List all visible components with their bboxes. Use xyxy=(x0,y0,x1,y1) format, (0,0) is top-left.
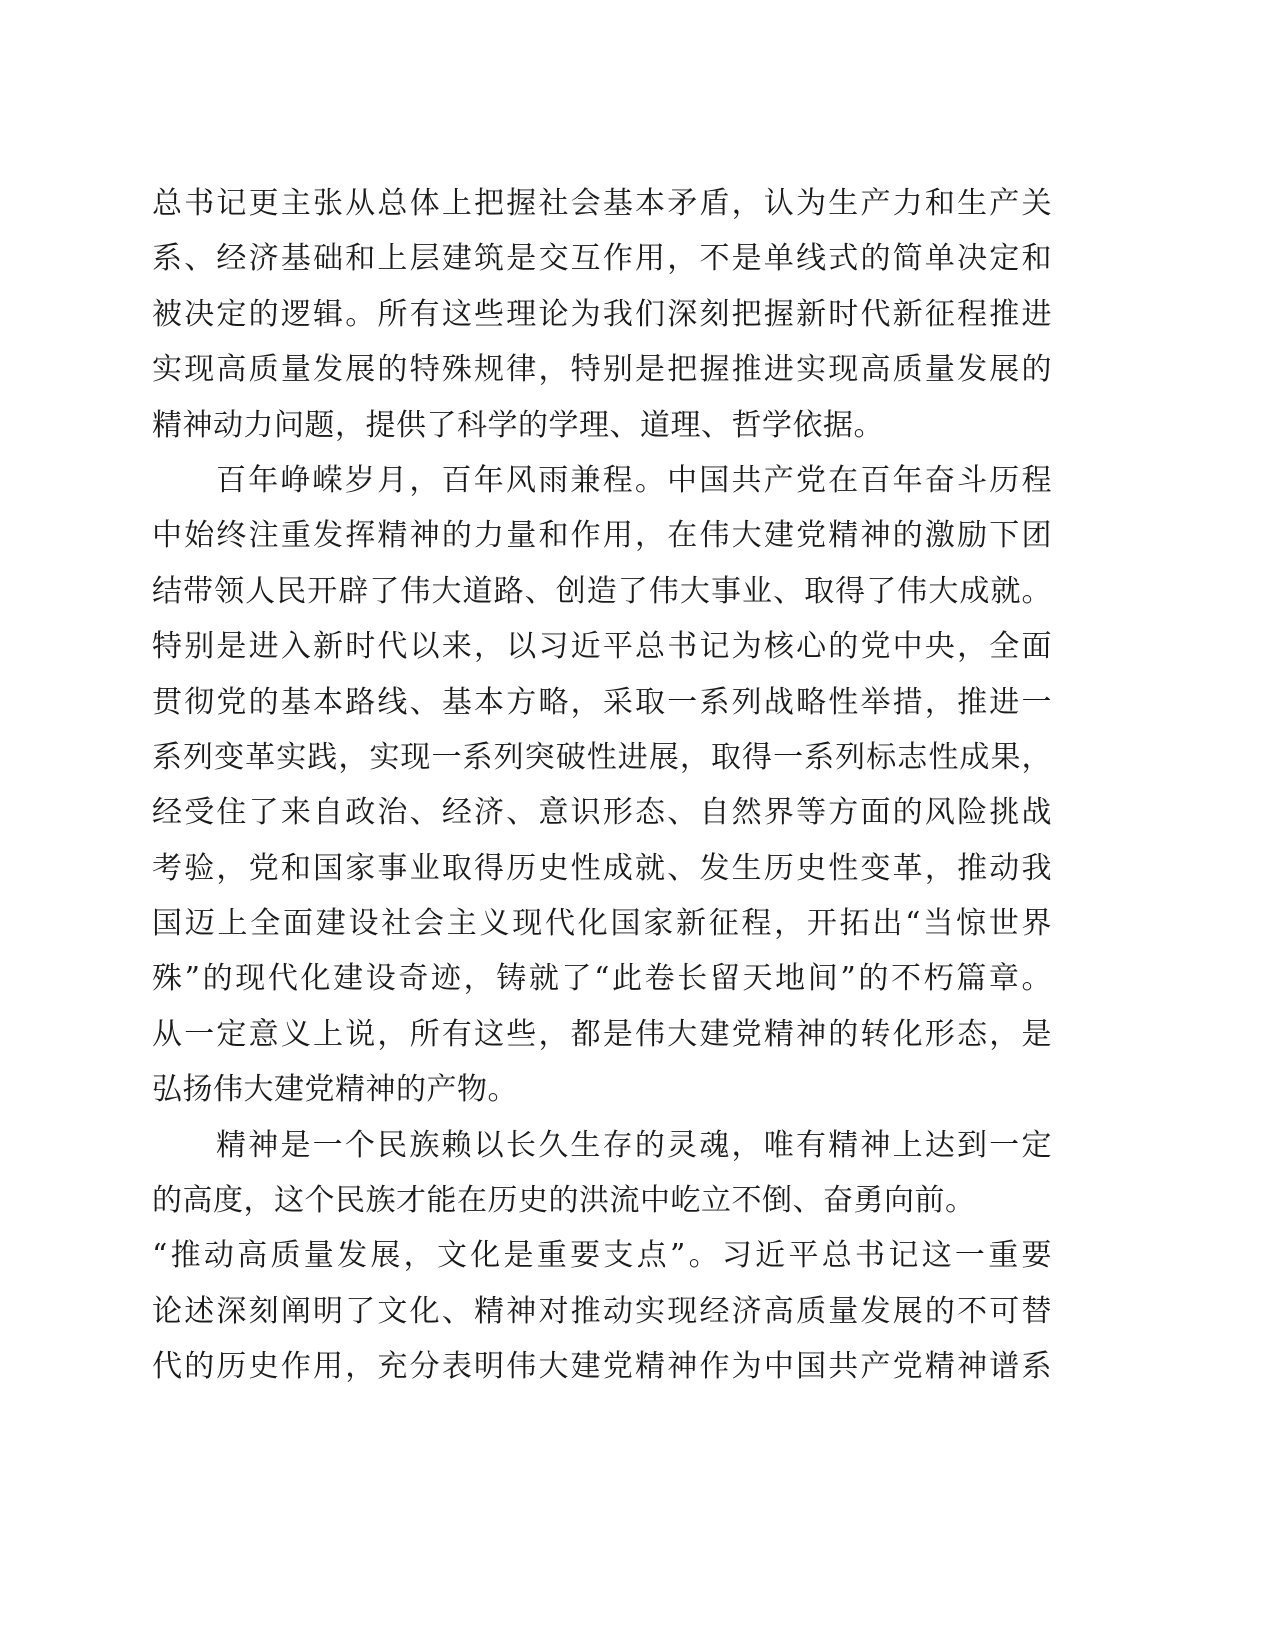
text-line: 殊”的现代化建设奇迹，铸就了“此卷长留天地间”的不朽篇章。 xyxy=(152,961,1052,997)
text-line: 贯彻党的基本路线、基本方略，采取一系列战略性举措，推进一 xyxy=(152,684,1052,720)
text-line: 代的历史作用，充分表明伟大建党精神作为中国共产党精神谱系 xyxy=(152,1349,1052,1385)
text-line: “推动高质量发展，文化是重要支点”。习近平总书记这一重要 xyxy=(152,1238,1052,1274)
text-line: 被决定的逻辑。所有这些理论为我们深刻把握新时代新征程推进 xyxy=(152,296,1052,332)
text-line: 经受住了来自政治、经济、意识形态、自然界等方面的风险挑战 xyxy=(152,795,1052,831)
text-line: 系列变革实践，实现一系列突破性进展，取得一系列标志性成果， xyxy=(152,739,1052,775)
text-line: 的高度，这个民族才能在历史的洪流中屹立不倒、奋勇向前。 xyxy=(152,1183,976,1219)
text-line: 精神动力问题，提供了科学的学理、道理、哲学依据。 xyxy=(152,407,884,443)
text-line: 系、经济基础和上层建筑是交互作用，不是单线式的简单决定和 xyxy=(152,241,1052,277)
text-line: 实现高质量发展的特殊规律，特别是把握推进实现高质量发展的 xyxy=(152,352,1052,388)
text-line: 从一定意义上说，所有这些，都是伟大建党精神的转化形态，是 xyxy=(152,1016,1052,1052)
text-line: 特别是进入新时代以来，以习近平总书记为核心的党中央，全面 xyxy=(152,629,1052,665)
text-line: 弘扬伟大建党精神的产物。 xyxy=(152,1072,518,1108)
text-line: 总书记更主张从总体上把握社会基本矛盾，认为生产力和生产关 xyxy=(152,186,1052,221)
text-line: 结带领人民开辟了伟大道路、创造了伟大事业、取得了伟大成就。 xyxy=(152,573,1052,609)
text-line: 国迈上全面建设社会主义现代化国家新征程，开拓出“当惊世界 xyxy=(152,906,1052,942)
text-line: 考验，党和国家事业取得历史性成就、发生历史性变革，推动我 xyxy=(152,850,1052,886)
paragraph-start-line: 百年峥嵘岁月，百年风雨兼程。中国共产党在百年奋斗历程 xyxy=(216,462,1052,498)
paragraph-start-line: 精神是一个民族赖以长久生存的灵魂，唯有精神上达到一定 xyxy=(216,1127,1052,1163)
body-text xyxy=(152,176,1052,1395)
text-line: 中始终注重发挥精神的力量和作用，在伟大建党精神的激励下团 xyxy=(152,518,1052,554)
text-line: 论述深刻阐明了文化、精神对推动实现经济高质量发展的不可替 xyxy=(152,1293,1052,1329)
